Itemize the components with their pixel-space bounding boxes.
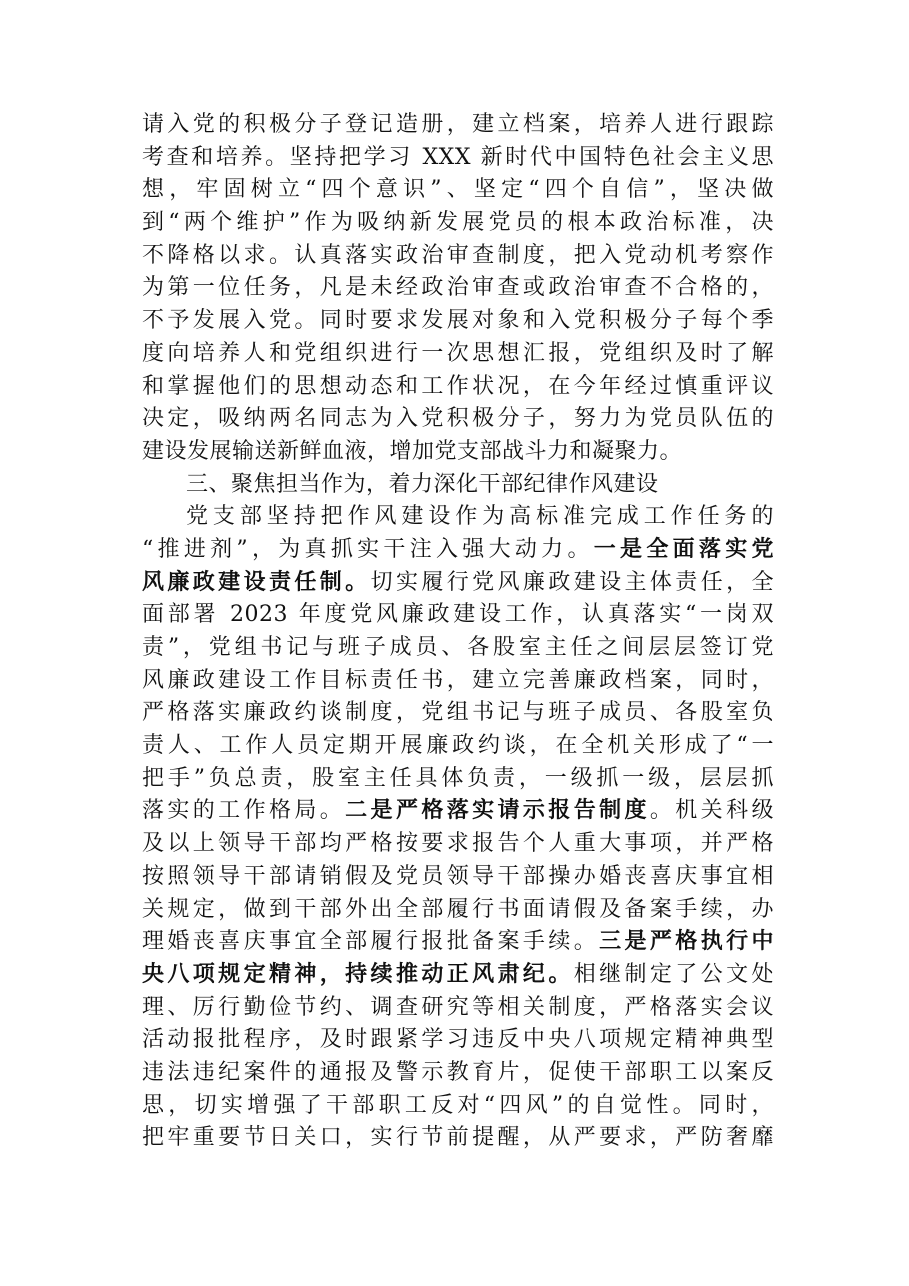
paragraph-line: 想，牢固树立“四个意识”、坚定“四个自信”，坚决做 <box>142 177 774 203</box>
paragraph-line <box>142 567 774 600</box>
paragraph-line <box>142 959 774 992</box>
paragraph-line: 考查和培养。坚持把学习 XXX 新时代中国特色社会主义思 <box>142 144 774 170</box>
paragraph-line: 风廉政建设工作目标责任书，建立完善廉政档案，同时， <box>142 667 774 693</box>
paragraph-line: 不降格以求。认真落实政治审查制度，把入党动机考察作 <box>142 242 774 268</box>
text-run: 。机关科级 <box>649 798 774 824</box>
paragraph-line: 请入党的积极分子登记造册，建立档案，培养人进行跟踪 <box>142 112 774 137</box>
paragraph-line: 责”，党组书记与班子成员、各股室主任之间层层签订党 <box>142 635 774 660</box>
paragraph-line <box>142 926 774 959</box>
paragraph-line: 和掌握他们的思想动态和工作状况，在今年经过慎重评议 <box>142 373 774 399</box>
paragraph-line: 把手”负总责，股室主任具体负责，一级抓一级，层层抓 <box>142 765 774 791</box>
bold-key-point: 风廉政建设责任制。 <box>142 569 371 595</box>
paragraph-line: 建设发展输送新鲜血液，增加党支部战斗力和凝聚力。 <box>142 438 683 464</box>
paragraph-line: 不予发展入党。同时要求发展对象和入党积极分子每个季 <box>142 308 774 334</box>
text-run: 落实的工作格局。 <box>142 798 346 824</box>
paragraph-line: 思，切实增强了干部职工反对“四风”的自觉性。同时， <box>142 1092 774 1118</box>
bold-key-point: 一是全面落实党 <box>593 536 774 562</box>
bold-key-point: 三是严格执行中 <box>599 929 774 955</box>
paragraph-line: 关规定，做到干部外出全部履行书面请假及备案手续，办 <box>142 896 774 922</box>
text-run: 理婚丧喜庆事宜全部履行报批备案手续。 <box>142 929 600 955</box>
bold-key-point: 二是严格落实请示报告制度 <box>345 798 650 824</box>
section-heading: 三、聚焦担当作为，着力深化干部纪律作风建设 <box>186 471 659 497</box>
paragraph-line: 责人、工作人员定期开展廉政约谈，在全机关形成了“一 <box>142 733 774 759</box>
paragraph-line: 把牢重要节日关口，实行节前提醒，从严要求，严防奢靡 <box>142 1125 774 1151</box>
bold-key-point: 央八项规定精神，持续推动正风肃纪。 <box>142 961 574 987</box>
paragraph-line: 及以上领导干部均严格按要求报告个人重大事项，并严格 <box>142 831 774 857</box>
paragraph-line: 面部署 2023 年度党风廉政建设工作，认真落实“一岗双 <box>142 602 774 628</box>
paragraph-line: 决定，吸纳两名同志为入党积极分子，努力为党员队伍的 <box>142 406 774 432</box>
text-run: 切实履行党风廉政建设主体责任，全 <box>370 569 774 595</box>
paragraph-line: 度向培养人和党组织进行一次思想汇报，党组织及时了解 <box>142 340 774 366</box>
paragraph-line <box>142 795 774 828</box>
paragraph-line: 党支部坚持把作风建设作为高标准完成工作任务的 <box>186 504 774 530</box>
paragraph-line: 活动报批程序，及时跟紧学习违反中央八项规定精神典型 <box>142 1027 774 1053</box>
text-run: “推进剂”，为真抓实干注入强大动力。 <box>142 536 594 562</box>
paragraph-line <box>142 534 774 567</box>
paragraph-line: 为第一位任务，凡是未经政治审查或政治审查不合格的， <box>142 275 774 301</box>
document-body <box>142 109 774 1155</box>
paragraph-line: 严格落实廉政约谈制度，党组书记与班子成员、各股室负 <box>142 700 774 726</box>
text-run: 相继制定了公文处 <box>573 961 774 987</box>
paragraph-line: 按照领导干部请销假及党员领导干部操办婚丧喜庆事宜相 <box>142 863 774 889</box>
paragraph-line: 理、厉行勤俭节约、调查研究等相关制度，严格落实会议 <box>142 994 774 1020</box>
paragraph-line: 违法违纪案件的通报及警示教育片，促使干部职工以案反 <box>142 1059 774 1085</box>
paragraph-line: 到“两个维护”作为吸纳新发展党员的根本政治标准，决 <box>142 210 774 236</box>
